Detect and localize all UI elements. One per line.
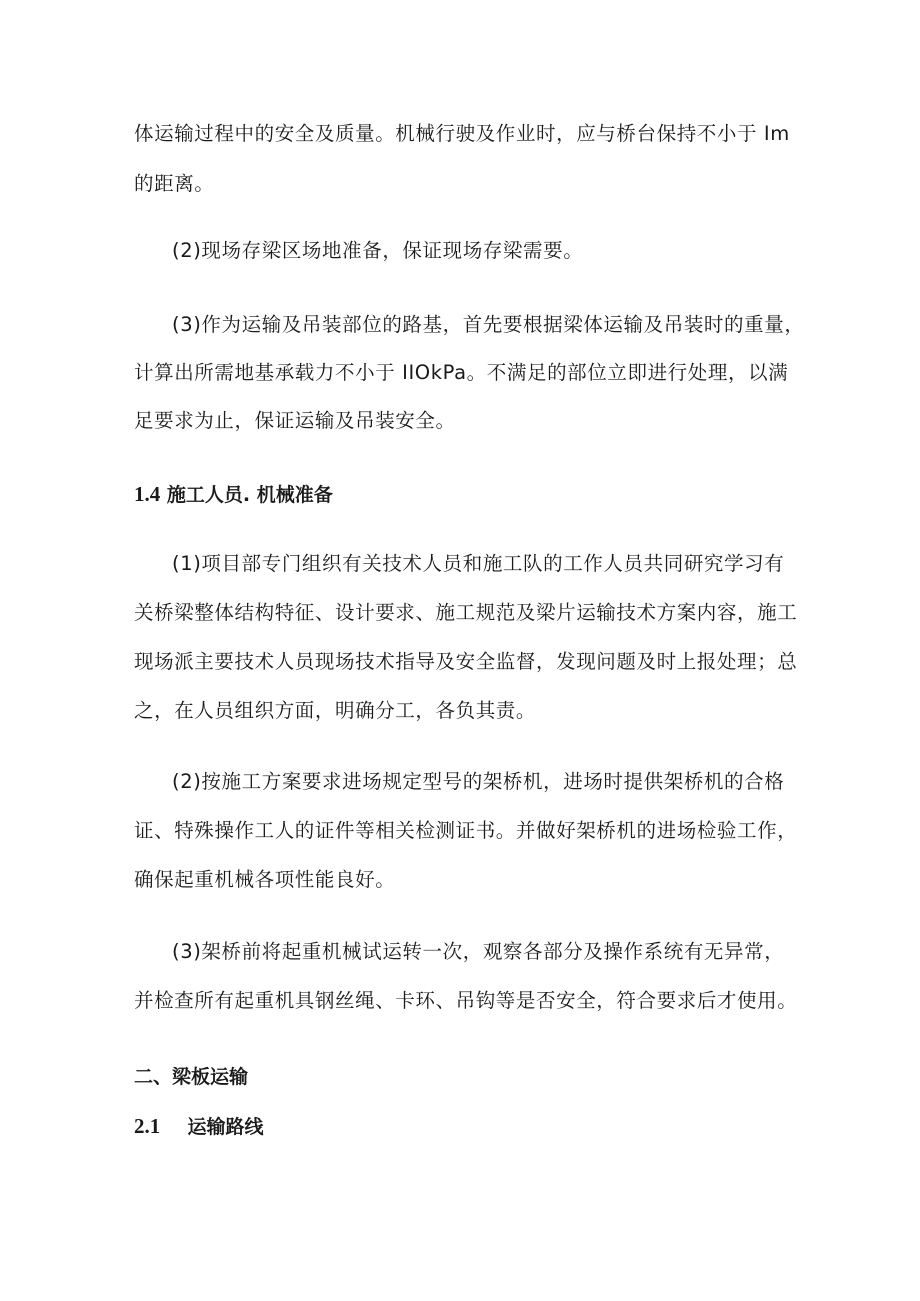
section-number: 2.1 bbox=[134, 1114, 161, 1138]
paragraph-line: 足要求为止，保证运输及吊装安全。 bbox=[134, 409, 456, 432]
section-heading bbox=[134, 1112, 264, 1141]
section-heading bbox=[134, 480, 333, 509]
paragraph-line: 现场派主要技术人员现场技术指导及安全监督，发现问题及时上报处理；总 bbox=[134, 650, 798, 673]
paragraph-line: 关桥梁整体结构特征、设计要求、施工规范及梁片运输技术方案内容，施工 bbox=[134, 601, 798, 624]
paragraph-line: 之，在人员组织方面，明确分工，各负其责。 bbox=[134, 699, 537, 722]
paragraph-line: 计算出所需地基承载力不小于 IIOkPa。不满足的部位立即进行处理，以满 bbox=[134, 361, 789, 384]
chapter-heading: 二、梁板运输 bbox=[134, 1066, 249, 1088]
paragraph-line: 的距离。 bbox=[134, 172, 215, 195]
section-number: 1.4 bbox=[134, 482, 161, 506]
paragraph-line: (3)架桥前将起重机械试运转一次，观察各部分及操作系统有无异常， bbox=[172, 940, 785, 963]
paragraph-line: (3)作为运输及吊装部位的路基，首先要根据梁体运输及吊装时的重量， bbox=[172, 313, 805, 336]
paragraph-line: 证、特殊操作工人的证件等相关检测证书。并做好架桥机的进场检验工作， bbox=[134, 819, 798, 842]
section-title: 施工人员. 机械准备 bbox=[166, 484, 333, 506]
paragraph-line: 并检查所有起重机具钢丝绳、卡环、吊钩等是否安全，符合要求后才使用。 bbox=[134, 989, 798, 1012]
paragraph-line: (2)现场存梁区场地准备，保证现场存梁需要。 bbox=[172, 239, 584, 262]
paragraph-line: 确保起重机械各项性能良好。 bbox=[134, 868, 396, 891]
paragraph-line: 体运输过程中的安全及质量。机械行驶及作业时，应与桥台保持不小于 Im bbox=[134, 122, 790, 145]
section-title: 运输路线 bbox=[187, 1116, 264, 1138]
paragraph-line: (2)按施工方案要求进场规定型号的架桥机，进场时提供架桥机的合格 bbox=[172, 770, 785, 793]
paragraph-line: (1)项目部专门组织有关技术人员和施工队的工作人员共同研究学习有 bbox=[172, 552, 785, 575]
